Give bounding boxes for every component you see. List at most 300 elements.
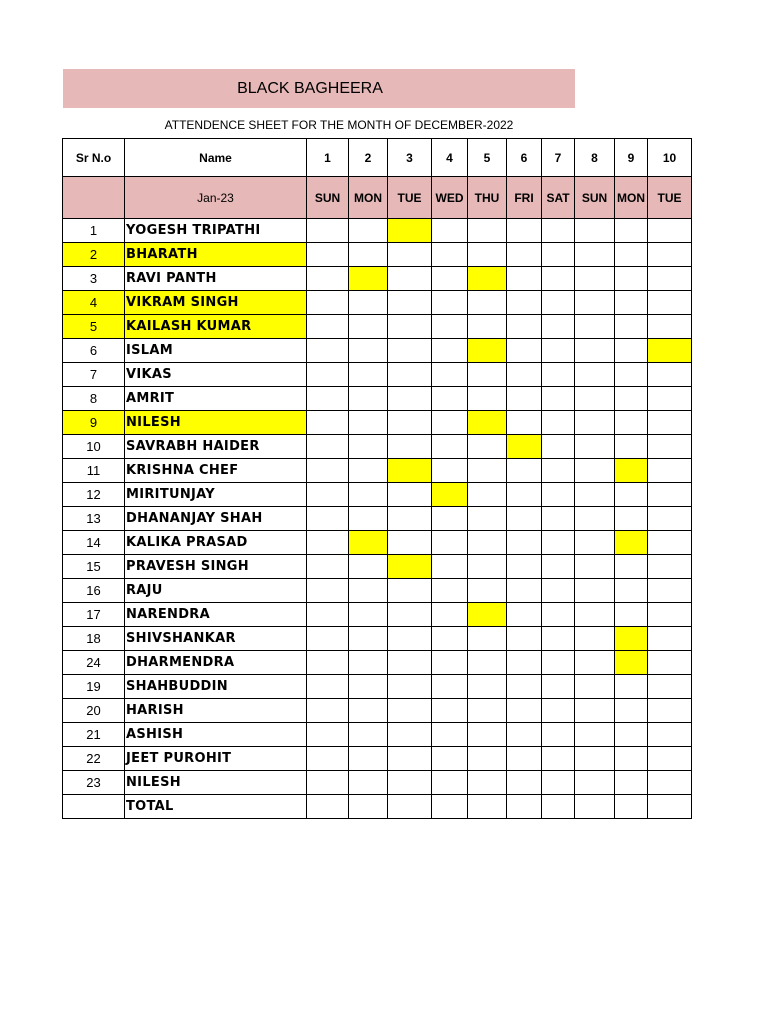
employee-name-cell: PRAVESH SINGH [125,555,307,579]
attendance-cell[interactable] [432,435,468,459]
attendance-cell[interactable] [575,459,615,483]
attendance-cell[interactable] [349,771,388,795]
attendance-cell[interactable] [507,747,542,771]
attendance-cell[interactable] [468,387,507,411]
attendance-cell[interactable] [575,771,615,795]
attendance-cell[interactable] [468,723,507,747]
weekday-header: SAT [542,177,575,219]
day-number-header: 1 [307,139,349,177]
attendance-cell[interactable] [542,651,575,675]
sr-no-cell: 3 [63,267,125,291]
employee-name-cell: RAJU [125,579,307,603]
attendance-cell[interactable] [648,459,692,483]
attendance-cell[interactable] [615,603,648,627]
attendance-cell[interactable] [615,219,648,243]
attendance-cell[interactable] [542,483,575,507]
attendance-cell[interactable] [542,699,575,723]
attendance-cell[interactable] [307,603,349,627]
sr-no-cell: 19 [63,675,125,699]
attendance-cell[interactable] [507,699,542,723]
attendance-cell[interactable] [388,675,432,699]
sheet-title: ATTENDENCE SHEET FOR THE MONTH OF DECEMBER-2022 [164,118,514,132]
attendance-cell[interactable] [349,267,388,291]
attendance-cell[interactable] [507,219,542,243]
employee-name-cell: AMRIT [125,387,307,411]
attendance-cell[interactable] [349,219,388,243]
attendance-cell[interactable] [615,243,648,267]
attendance-cell[interactable] [648,363,692,387]
attendance-cell[interactable] [307,459,349,483]
attendance-cell[interactable] [432,579,468,603]
attendance-cell[interactable] [615,267,648,291]
day-number-header: 3 [388,139,432,177]
attendance-cell[interactable] [468,435,507,459]
attendance-cell[interactable] [468,315,507,339]
attendance-cell[interactable] [468,531,507,555]
day-number-header: 6 [507,139,542,177]
sr-no-cell: 5 [63,315,125,339]
employee-row [63,675,692,699]
attendance-cell[interactable] [648,531,692,555]
attendance-cell[interactable] [507,435,542,459]
attendance-cell[interactable] [507,579,542,603]
attendance-table [62,138,692,819]
attendance-cell[interactable] [507,387,542,411]
attendance-cell[interactable] [648,699,692,723]
attendance-cell[interactable] [307,507,349,531]
employee-row [63,435,692,459]
attendance-cell[interactable] [432,555,468,579]
attendance-cell[interactable] [468,291,507,315]
attendance-cell[interactable] [507,531,542,555]
attendance-cell[interactable] [575,339,615,363]
attendance-cell[interactable] [648,603,692,627]
attendance-cell[interactable] [432,315,468,339]
attendance-cell[interactable] [575,555,615,579]
weekday-header-row [63,177,692,219]
employee-name-cell: VIKRAM SINGH [125,291,307,315]
weekday-header: MON [615,177,648,219]
attendance-cell[interactable] [648,243,692,267]
employee-name-cell: KRISHNA CHEF [125,459,307,483]
attendance-cell[interactable] [575,291,615,315]
attendance-cell[interactable] [542,243,575,267]
attendance-cell[interactable] [507,723,542,747]
attendance-cell[interactable] [432,387,468,411]
attendance-cell[interactable] [615,363,648,387]
attendance-cell[interactable] [388,771,432,795]
attendance-cell[interactable] [648,339,692,363]
attendance-cell[interactable] [648,675,692,699]
attendance-cell[interactable] [307,699,349,723]
attendance-cell[interactable] [388,411,432,435]
attendance-cell[interactable] [615,579,648,603]
attendance-cell[interactable] [388,651,432,675]
attendance-cell[interactable] [542,555,575,579]
attendance-cell[interactable] [468,219,507,243]
attendance-cell[interactable] [468,627,507,651]
attendance-cell[interactable] [615,459,648,483]
attendance-cell[interactable] [648,315,692,339]
sr-no-cell: 9 [63,411,125,435]
attendance-cell[interactable] [648,651,692,675]
attendance-cell[interactable] [349,747,388,771]
attendance-cell[interactable] [542,579,575,603]
attendance-cell[interactable] [648,219,692,243]
attendance-cell[interactable] [648,387,692,411]
attendance-cell[interactable] [615,531,648,555]
employee-name-cell: KAILASH KUMAR [125,315,307,339]
attendance-cell[interactable] [575,699,615,723]
employee-name-cell: NILESH [125,411,307,435]
attendance-cell[interactable] [542,459,575,483]
attendance-cell[interactable] [349,603,388,627]
attendance-cell[interactable] [307,291,349,315]
attendance-cell[interactable] [542,627,575,651]
attendance-cell[interactable] [388,339,432,363]
attendance-cell[interactable] [575,747,615,771]
attendance-cell[interactable] [388,603,432,627]
attendance-cell[interactable] [432,411,468,435]
attendance-cell[interactable] [468,747,507,771]
attendance-cell[interactable] [575,435,615,459]
attendance-cell[interactable] [349,363,388,387]
attendance-cell[interactable] [648,747,692,771]
attendance-cell[interactable] [575,243,615,267]
attendance-cell[interactable] [615,555,648,579]
attendance-cell[interactable] [307,411,349,435]
employee-name-cell: SHAHBUDDIN [125,675,307,699]
attendance-cell[interactable] [307,579,349,603]
attendance-cell[interactable] [507,771,542,795]
attendance-cell[interactable] [542,219,575,243]
attendance-cell[interactable] [615,723,648,747]
attendance-cell[interactable] [542,411,575,435]
attendance-cell[interactable] [432,771,468,795]
attendance-cell[interactable] [388,555,432,579]
attendance-cell[interactable] [615,387,648,411]
attendance-cell[interactable] [575,411,615,435]
day-number-header-row [63,139,692,177]
total-cell[interactable] [542,795,575,819]
total-cell[interactable] [648,795,692,819]
attendance-cell[interactable] [349,507,388,531]
attendance-cell[interactable] [468,555,507,579]
attendance-cell[interactable] [349,555,388,579]
attendance-cell[interactable] [388,243,432,267]
attendance-cell[interactable] [575,387,615,411]
attendance-cell[interactable] [307,771,349,795]
attendance-cell[interactable] [307,651,349,675]
attendance-cell[interactable] [507,675,542,699]
attendance-cell[interactable] [615,747,648,771]
attendance-cell[interactable] [388,723,432,747]
attendance-cell[interactable] [575,675,615,699]
attendance-cell[interactable] [468,507,507,531]
attendance-cell[interactable] [575,651,615,675]
attendance-cell[interactable] [648,555,692,579]
attendance-cell[interactable] [307,267,349,291]
attendance-cell[interactable] [575,315,615,339]
attendance-cell[interactable] [468,459,507,483]
attendance-cell[interactable] [542,531,575,555]
attendance-cell[interactable] [507,459,542,483]
attendance-cell[interactable] [307,723,349,747]
attendance-cell[interactable] [349,411,388,435]
attendance-cell[interactable] [349,483,388,507]
attendance-cell[interactable] [349,339,388,363]
attendance-cell[interactable] [349,699,388,723]
attendance-cell[interactable] [615,675,648,699]
weekday-header: THU [468,177,507,219]
attendance-cell[interactable] [542,507,575,531]
attendance-cell[interactable] [542,747,575,771]
employee-row [63,747,692,771]
attendance-cell[interactable] [575,627,615,651]
attendance-cell[interactable] [432,459,468,483]
attendance-cell[interactable] [349,627,388,651]
company-banner [63,69,575,108]
attendance-cell[interactable] [388,387,432,411]
attendance-cell[interactable] [388,579,432,603]
attendance-cell[interactable] [432,627,468,651]
employee-name-cell: DHANANJAY SHAH [125,507,307,531]
attendance-cell[interactable] [388,747,432,771]
attendance-cell[interactable] [349,579,388,603]
attendance-cell[interactable] [432,507,468,531]
attendance-cell[interactable] [432,747,468,771]
attendance-cell[interactable] [542,339,575,363]
attendance-cell[interactable] [307,747,349,771]
attendance-cell[interactable] [648,267,692,291]
attendance-cell[interactable] [349,675,388,699]
attendance-cell[interactable] [575,507,615,531]
attendance-cell[interactable] [388,267,432,291]
attendance-cell[interactable] [388,459,432,483]
attendance-cell[interactable] [542,267,575,291]
attendance-cell[interactable] [468,243,507,267]
attendance-cell[interactable] [388,315,432,339]
attendance-cell[interactable] [615,339,648,363]
attendance-cell[interactable] [507,267,542,291]
attendance-cell[interactable] [648,627,692,651]
attendance-cell[interactable] [507,243,542,267]
total-cell[interactable] [307,795,349,819]
attendance-cell[interactable] [432,723,468,747]
attendance-cell[interactable] [542,723,575,747]
attendance-cell[interactable] [542,315,575,339]
attendance-cell[interactable] [432,651,468,675]
attendance-cell[interactable] [468,411,507,435]
attendance-cell[interactable] [615,411,648,435]
attendance-cell[interactable] [468,579,507,603]
employee-name-cell: DHARMENDRA [125,651,307,675]
attendance-cell[interactable] [507,555,542,579]
attendance-cell[interactable] [648,291,692,315]
attendance-cell[interactable] [507,483,542,507]
attendance-cell[interactable] [432,291,468,315]
attendance-cell[interactable] [575,219,615,243]
attendance-cell[interactable] [648,435,692,459]
attendance-cell[interactable] [615,483,648,507]
attendance-cell[interactable] [542,603,575,627]
attendance-cell[interactable] [432,483,468,507]
day-number-header: 5 [468,139,507,177]
sr-no-cell: 22 [63,747,125,771]
employee-row [63,267,692,291]
attendance-cell[interactable] [648,507,692,531]
attendance-cell[interactable] [648,723,692,747]
attendance-cell[interactable] [542,435,575,459]
employee-row [63,771,692,795]
sr-no-cell: 1 [63,219,125,243]
attendance-cell[interactable] [432,675,468,699]
attendance-cell[interactable] [615,771,648,795]
attendance-cell[interactable] [349,723,388,747]
attendance-cell[interactable] [432,339,468,363]
attendance-cell[interactable] [575,579,615,603]
attendance-cell[interactable] [615,435,648,459]
attendance-cell[interactable] [542,291,575,315]
attendance-cell[interactable] [575,267,615,291]
attendance-cell[interactable] [507,651,542,675]
total-cell[interactable] [468,795,507,819]
attendance-cell[interactable] [307,363,349,387]
total-cell[interactable] [575,795,615,819]
attendance-cell[interactable] [575,483,615,507]
attendance-cell[interactable] [615,315,648,339]
attendance-cell[interactable] [542,363,575,387]
total-cell[interactable] [507,795,542,819]
employee-row [63,483,692,507]
attendance-cell[interactable] [615,507,648,531]
attendance-cell[interactable] [307,435,349,459]
name-header: Name [125,139,307,177]
attendance-cell[interactable] [648,579,692,603]
attendance-cell[interactable] [349,291,388,315]
attendance-cell[interactable] [388,435,432,459]
weekday-header: MON [349,177,388,219]
attendance-cell[interactable] [432,699,468,723]
attendance-cell[interactable] [575,603,615,627]
attendance-cell[interactable] [349,315,388,339]
attendance-cell[interactable] [542,387,575,411]
employee-row [63,699,692,723]
attendance-cell[interactable] [307,219,349,243]
attendance-cell[interactable] [507,315,542,339]
attendance-cell[interactable] [349,435,388,459]
attendance-cell[interactable] [432,531,468,555]
attendance-cell[interactable] [507,507,542,531]
attendance-cell[interactable] [432,363,468,387]
attendance-cell[interactable] [615,651,648,675]
attendance-cell[interactable] [468,651,507,675]
attendance-cell[interactable] [307,531,349,555]
attendance-cell[interactable] [349,651,388,675]
total-label: TOTAL [125,795,307,819]
attendance-cell[interactable] [432,603,468,627]
attendance-cell[interactable] [307,555,349,579]
attendance-cell[interactable] [575,363,615,387]
attendance-cell[interactable] [307,675,349,699]
attendance-cell[interactable] [349,531,388,555]
attendance-cell[interactable] [388,627,432,651]
employee-row [63,651,692,675]
employee-name-cell: JEET PUROHIT [125,747,307,771]
attendance-cell[interactable] [468,603,507,627]
attendance-cell[interactable] [615,627,648,651]
attendance-cell[interactable] [432,267,468,291]
attendance-cell[interactable] [388,219,432,243]
attendance-cell[interactable] [507,603,542,627]
attendance-cell[interactable] [575,723,615,747]
attendance-cell[interactable] [307,627,349,651]
attendance-cell[interactable] [468,675,507,699]
attendance-cell[interactable] [575,531,615,555]
attendance-cell[interactable] [468,363,507,387]
attendance-cell[interactable] [307,243,349,267]
attendance-cell[interactable] [349,387,388,411]
attendance-cell[interactable] [388,291,432,315]
sr-no-cell: 10 [63,435,125,459]
attendance-cell[interactable] [507,363,542,387]
attendance-cell[interactable] [507,411,542,435]
employee-row [63,219,692,243]
attendance-cell[interactable] [307,483,349,507]
employee-name-cell: SHIVSHANKAR [125,627,307,651]
attendance-cell[interactable] [615,291,648,315]
attendance-cell[interactable] [615,699,648,723]
month-label: Jan-23 [125,177,307,219]
attendance-cell[interactable] [307,387,349,411]
attendance-cell[interactable] [468,699,507,723]
attendance-cell[interactable] [388,483,432,507]
attendance-cell[interactable] [388,507,432,531]
attendance-cell[interactable] [468,771,507,795]
sr-no-cell: 21 [63,723,125,747]
attendance-cell[interactable] [349,459,388,483]
attendance-cell[interactable] [388,699,432,723]
total-cell[interactable] [388,795,432,819]
total-cell[interactable] [615,795,648,819]
attendance-cell[interactable] [507,291,542,315]
attendance-cell[interactable] [307,315,349,339]
attendance-cell[interactable] [468,267,507,291]
attendance-cell[interactable] [468,483,507,507]
attendance-cell[interactable] [507,627,542,651]
attendance-cell[interactable] [307,339,349,363]
attendance-cell[interactable] [468,339,507,363]
employee-row [63,291,692,315]
attendance-cell[interactable] [388,531,432,555]
attendance-cell[interactable] [542,675,575,699]
total-cell[interactable] [432,795,468,819]
attendance-cell[interactable] [648,411,692,435]
attendance-cell[interactable] [648,771,692,795]
attendance-cell[interactable] [388,363,432,387]
weekday-header: SUN [307,177,349,219]
attendance-cell[interactable] [648,483,692,507]
attendance-cell[interactable] [432,219,468,243]
attendance-cell[interactable] [507,339,542,363]
attendance-cell[interactable] [349,243,388,267]
day-number-header: 2 [349,139,388,177]
sr-no-cell: 15 [63,555,125,579]
total-cell[interactable] [349,795,388,819]
attendance-cell[interactable] [542,771,575,795]
sr-no-cell: 8 [63,387,125,411]
attendance-cell[interactable] [432,243,468,267]
